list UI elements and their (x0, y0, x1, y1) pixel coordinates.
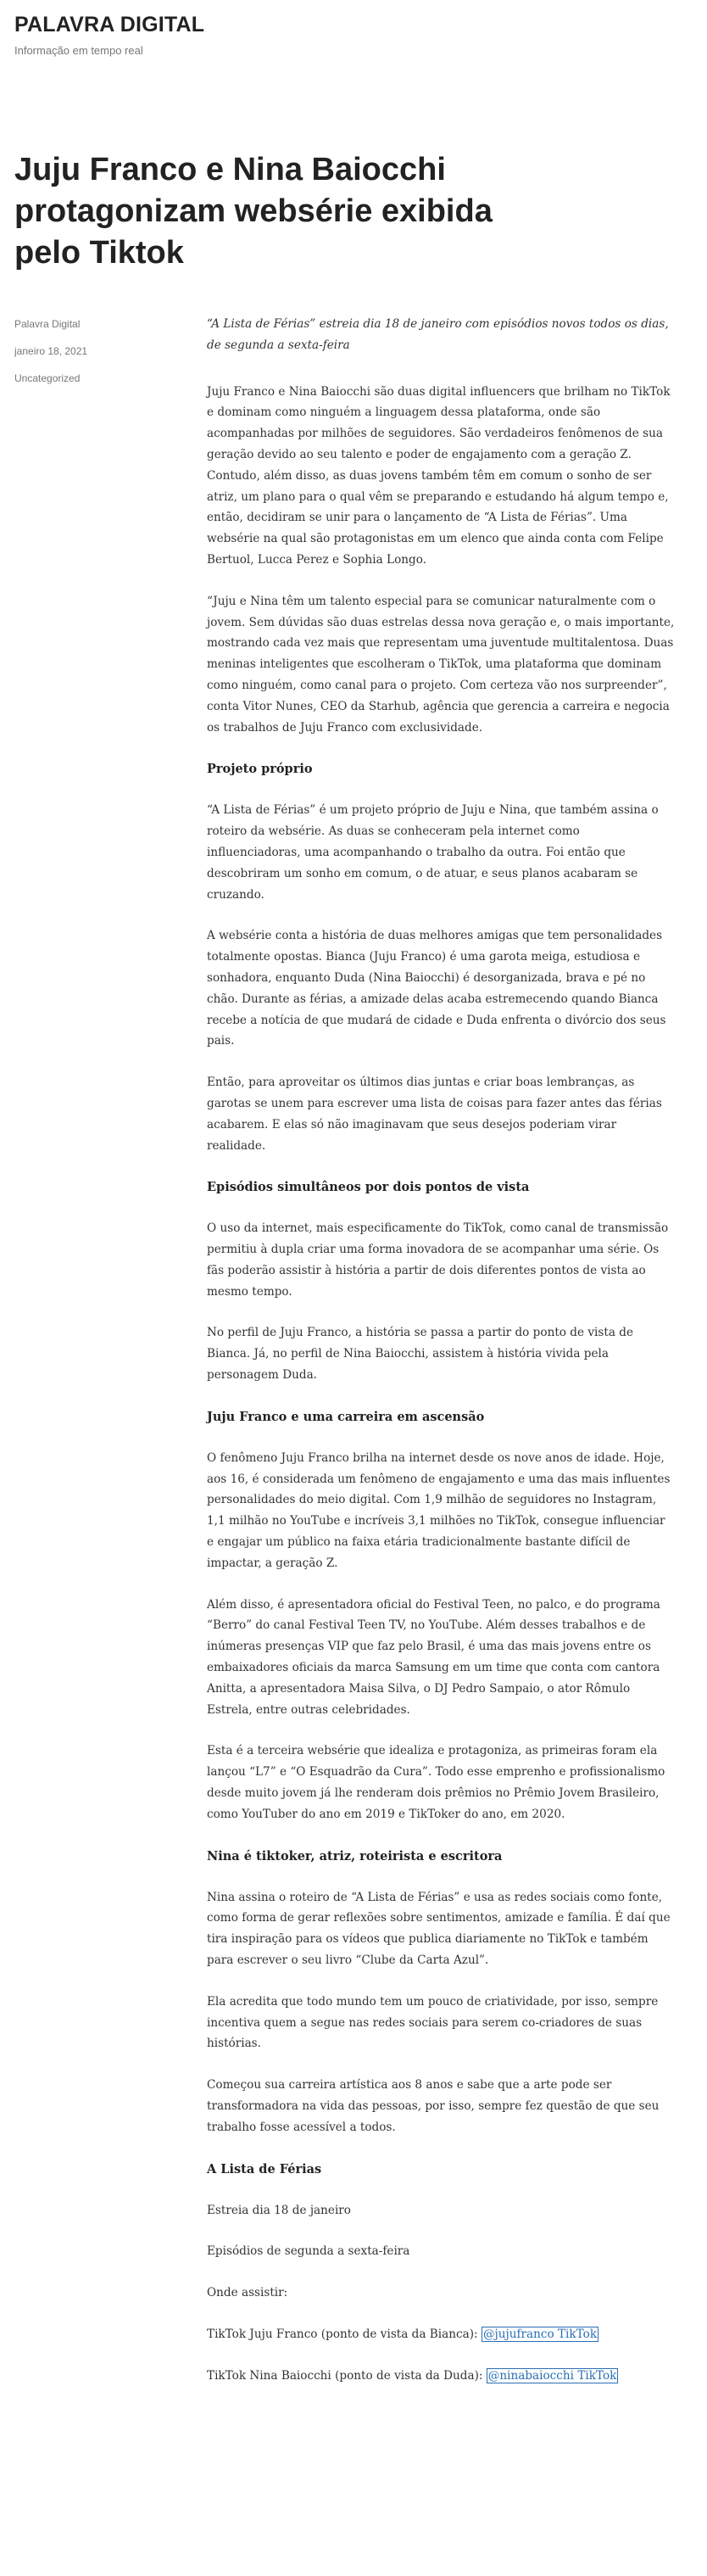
paragraph: No perfil de Juju Franco, a história se passa a partir do ponto de vista de Bianca. Já, no perfil de Nina Baiocchi, assistem à história vivida pela personagem Duda. (207, 1326, 634, 1383)
list-item (207, 2366, 675, 2387)
post-category-link[interactable]: Uncategorized (14, 372, 81, 384)
paragraph: Juju Franco e Nina Baiocchi são duas digital influencers que brilham no TikTok e dominam como ninguém a linguagem dessa plataforma, onde são acompanhadas por milhões de seguidores. São verdadeiros fenômenos de sua geração devido ao seu talento e poder de engajamento com a geração Z. Contudo, além disso, as duas jovens também têm em comum o sonho de ser atriz, um plano para o qual vêm se preparando e estudando há algum tempo e, então, decidiram se unir para o lançamento de “A Lista de Férias”. Uma websérie na qual são protagonistas em um elenco que ainda conta com Felipe Bertuol, Lucca Perez e Sophia Longo. (207, 384, 671, 567)
post-meta (14, 316, 87, 397)
paragraph: O uso da internet, mais especificamente do TikTok, como canal de transmissão permitiu à dupla criar uma forma inovadora de se acompanhar uma série. Os fãs poderão assistir à história a partir de dois diferentes pontos de vista ao mesmo tempo. (207, 1221, 669, 1299)
post-date-link[interactable]: janeiro 18, 2021 (14, 345, 88, 357)
list-item-text: TikTok Juju Franco (ponto de vista da Bianca): (207, 2327, 482, 2341)
post-title: Juju Franco e Nina Baiocchi protagonizam websérie exibida pelo Tiktok (14, 152, 493, 271)
jujufranco-tiktok-link[interactable]: @jujufranco TikTok (482, 2327, 598, 2341)
paragraph: Além disso, é apresentadora oficial do Festival Teen, no palco, e do programa “Berro” do canal Festival Teen TV, no YouTube. Além desses trabalhos e de inúmeras presenças VIP que faz pelo Brasil, é uma das mais jovens entre os embaixadores oficiais da marca Samsung em um time que conta com cantora Anitta, a apresentadora Maisa Silva, o DJ Pedro Sampaio, o ator Rômulo Estrela, entre outras celebridades. (207, 1597, 660, 1717)
paragraph: Esta é a terceira websérie que idealiza e protagoniza, as primeiras foram ela lançou “L7” e “O Esquadrão da Cura”. Todo esse emprenho e profissionalismo desde muito jovem já lhe renderam dois prêmios no Prêmio Jovem Brasileiro, como YouTuber do ano em 2019 e TikToker do ano, em 2020. (207, 1744, 665, 1821)
section-heading: Episódios simultâneos por dois pontos de vista (207, 1180, 530, 1195)
paragraph: O fenômeno Juju Franco brilha na internet desde os nove anos de idade. Hoje, aos 16, é considerada um fenômeno de engajamento e uma das mais influentes personalidades do meio digital. Com 1,9 milhão de seguidores no Instagram, 1,1 milhão no YouTube e incríveis 3,1 milhões no TikTok, consegue influenciar e engajar um público na faixa etária tradicionalmente bastante difícil de impactar, a geração Z. (207, 1450, 671, 1570)
site-title[interactable]: PALAVRA DIGITAL (14, 13, 205, 36)
list-item: Episódios de segunda a sexta-feira (207, 2244, 410, 2259)
section-heading: A Lista de Férias (207, 2161, 322, 2176)
paragraph: A websérie conta a história de duas melhores amigas que tem personalidades totalmente opostas. Bianca (Juju Franco) é uma garota meiga, estudiosa e sonhadora, enquanto Duda (Nina Baiocchi) é desorganizada, brava e pé no chão. Durante as férias, a amizade delas acaba estremecendo quando Bianca recebe a notícia de que mudará de cidade e Duda enfrenta o divórcio dos seus pais. (207, 929, 666, 1048)
post-author-link[interactable]: Palavra Digital (14, 318, 81, 330)
list-item: Onde assistir: (207, 2286, 288, 2300)
section-heading: Projeto próprio (207, 762, 313, 777)
post-lead: “A Lista de Férias” estreia dia 18 de janeiro com episódios novos todos os dias, de segunda a sexta-feira (207, 317, 669, 352)
paragraph: Então, para aproveitar os últimos dias juntas e criar boas lembranças, as garotas se unem para escrever uma lista de coisas para fazer antes das férias acabarem. E elas só não imaginavam que seus desejos poderiam virar realidade. (207, 1076, 662, 1153)
info-list (207, 2200, 675, 2387)
paragraph: “Juju e Nina têm um talento especial para se comunicar naturalmente com o jovem. Sem dúvidas são duas estrelas dessa nova geração e, o mais importante, mostrando cada vez mais que representam uma juventude multitalentosa. Duas meninas inteligentes que escolheram o TikTok, uma plataforma que dominam como ninguém, como canal para o projeto. Com certeza vão nos surpreender”, conta Vitor Nunes, CEO da Starhub, agência que gerencia a carreira e negocia os trabalhos de Juju Franco com exclusividade. (207, 594, 675, 735)
site-header (14, 12, 204, 57)
list-item: Estreia dia 18 de janeiro (207, 2203, 351, 2217)
list-item-text: TikTok Nina Baiocchi (ponto de vista da Duda): (207, 2368, 487, 2383)
paragraph: Começou sua carreira artística aos 8 anos e sabe que a arte pode ser transformadora na vida das pessoas, por isso, sempre fez questão de que seu trabalho fosse acessível a todos. (207, 2078, 660, 2134)
site-tagline: Informação em tempo real (14, 44, 143, 57)
section-heading: Nina é tiktoker, atriz, roteirista e escritora (207, 1848, 503, 1864)
ninabaiocchi-tiktok-link[interactable]: @ninabaiocchi TikTok (487, 2368, 617, 2383)
paragraph: Nina assina o roteiro de “A Lista de Férias” e usa as redes sociais como fonte, como forma de gerar reflexões sobre sentimentos, amizade e família. É daí que tira inspiração para os vídeos que publica diariamente no TikTok e também para escrever o seu livro “Clube da Carta Azul”. (207, 1890, 671, 1968)
section-heading: Juju Franco e uma carreira em ascensão (207, 1409, 485, 1424)
list-item (207, 2324, 675, 2345)
post-content (207, 314, 675, 2407)
paragraph: Ela acredita que todo mundo tem um pouco de criatividade, por isso, sempre incentiva quem a segue nas redes sociais para serem co-criadores de suas histórias. (207, 1994, 659, 2051)
paragraph: “A Lista de Férias” é um projeto próprio de Juju e Nina, que também assina o roteiro da websérie. As duas se conheceram pela internet como influenciadoras, uma acompanhando o trabalho da outra. Foi então que descobriram um sonho em comum, o de atuar, e seus planos acabaram se cruzando. (207, 803, 659, 902)
